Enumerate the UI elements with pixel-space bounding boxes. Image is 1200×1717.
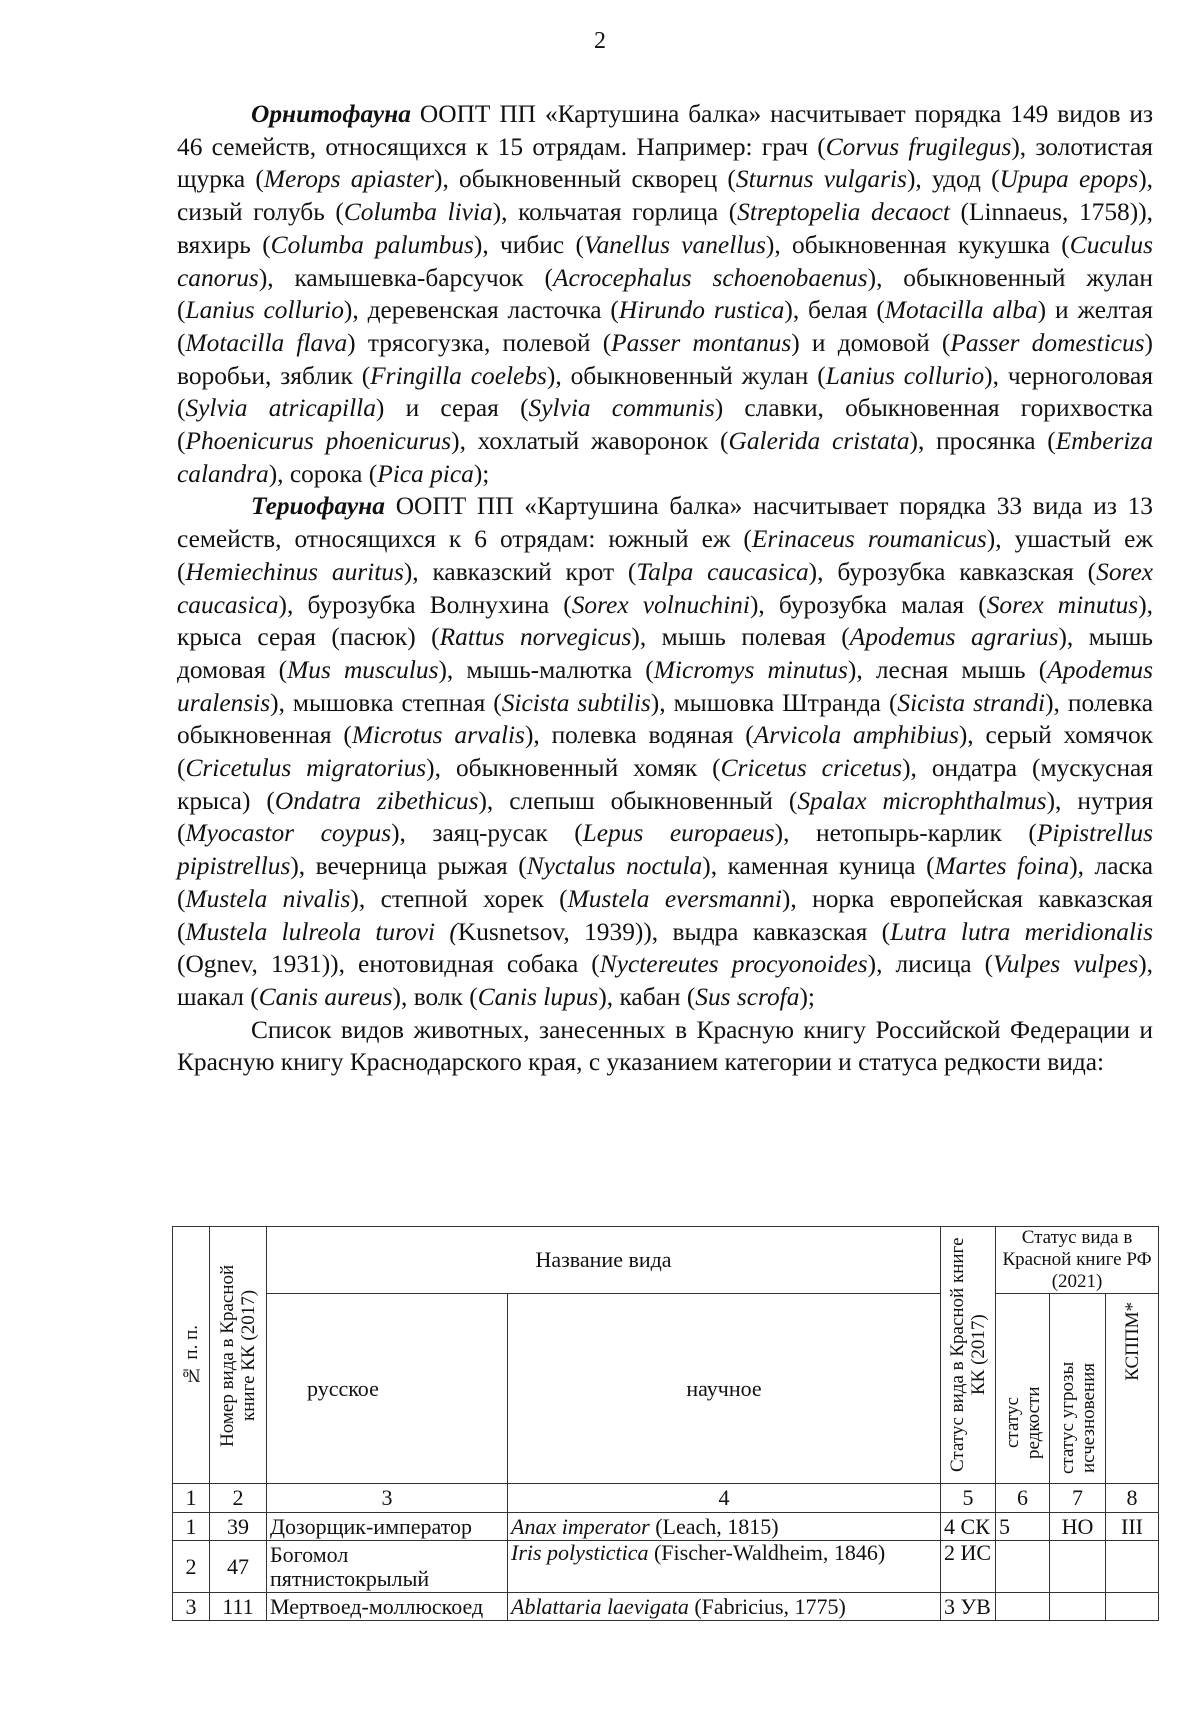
header-kspm: КСППМ* <box>1106 1294 1159 1484</box>
table-row: 2 47 Богомол пятнистокрылый Iris polystictica (Fischer-Waldheim, 1846) 2 ИС <box>173 1541 1159 1593</box>
header-num: № п. п. <box>173 1227 210 1484</box>
table-header-row-1 <box>173 1227 1159 1294</box>
header-species-name: Название вида <box>267 1227 941 1294</box>
paragraph-theriofauna: Териофауна ООПТ ПП «Картушина балка» насчитывает порядка 33 вида из 13 семейств, относящихся к 6 отрядам: южный еж (Erinaceus roumanicus), ушастый еж (Hemiechinus auritus), кавказский крот (Talpa caucasica), бурозубка кавказская (Sorex caucasica), бурозубка Волнухина (Sorex volnuchini), бурозубка малая (Sorex minutus), крыса серая (пасюк) (Rattus norvegicus), мышь полевая (Apodemus agrarius), мышь домовая (Mus musculus), мышь-малютка (Micromys minutus), лесная мышь (Apodemus uralensis), мышовка степная (Sicista subtilis), мышовка Штранда (Sicista strandi), полевка обыкновенная (Microtus arvalis), полевка водяная (Arvicola amphibius), серый хомячок (Cricetulus migratorius), обыкновенный хомяк (Cricetus cricetus), ондатра (мускусная крыса) (Ondatra zibethicus), слепыш обыкновенный (Spalax microphthalmus), нутрия (Myocastor coypus), заяц-русак (Lepus europaeus), нетопырь-карлик (Pipistrellus pipistrellus), вечерница рыжая (Nyctalus noctula), каменная куница (Martes foina), ласка (Mustela nivalis), степной хорек (Mustela eversmanni), норка европейская кавказская (Mustela lulreola turovi (Kusnetsov, 1939)), выдра кавказская (Lutra lutra meridionalis (Ognev, 1931)), енотовидная собака (Nyctereutes procyonoides), лисица (Vulpes vulpes), шакал (Canis aureus), волк (Canis lupus), кабан (Sus scrofa); <box>177 492 1154 1011</box>
header-name-russian: русское <box>267 1294 508 1484</box>
table-row: 1 39 Дозорщик-император Anax imperator (Leach, 1815) 4 СК 5 НО III <box>173 1513 1159 1541</box>
table-header-row-2 <box>173 1294 1159 1484</box>
header-threat: статус угрозы исчезновения <box>1050 1294 1106 1484</box>
body-text <box>177 98 1153 1079</box>
lead-term: Териофауна <box>251 492 385 521</box>
red-book-species-table <box>172 1226 1159 1621</box>
header-rf-status: Статус вида в Красной книге РФ (2021) <box>996 1227 1159 1294</box>
header-kk-number: Номер вида в Красной книге КК (2017) <box>210 1227 267 1484</box>
header-kk-status: Статус вида в Красной книге КК (2017) <box>941 1227 996 1484</box>
paragraph-list-intro: Список видов животных, занесенных в Красную книгу Российской Федерации и Красную книгу Краснодарского края, с указанием категории и статуса редкости вида: <box>177 1015 1153 1077</box>
page-number: 2 <box>594 28 606 54</box>
column-number-row: 1 2 3 4 5 6 7 8 <box>173 1484 1159 1513</box>
table-row: 3 111 Мертвоед-моллюскоед Ablattaria laevigata (Fabricius, 1775) 3 УВ <box>173 1593 1159 1621</box>
lead-term: Орнитофауна <box>251 100 411 128</box>
header-rarity: статус редкости <box>996 1294 1050 1484</box>
paragraph-ornithofauna: Орнитофауна ООПТ ПП «Картушина балка» насчитывает порядка 149 видов из 46 семейств, относящихся к 15 отрядам. Например: грач (Corvus frugilegus), золотистая щурка (Merops apiaster), обыкновенный скворец (Sturnus vulgaris), удод (Upupa epops), сизый голубь (Columba livia), кольчатая горлица (Streptopelia decaoct (Linnaeus, 1758)), вяхирь (Columba palumbus), чибис (Vanellus vanellus), обыкновенная кукушка (Cuculus canorus), камышевка-барсучок (Acrocephalus schoenobaenus), обыкновенный жулан (Lanius collurio), деревенская ласточка (Hirundo rustica), белая (Motacilla alba) и желтая (Motacilla flava) трясогузка, полевой (Passer montanus) и домовой (Passer domesticus) воробьи, зяблик (Fringilla coelebs), обыкновенный жулан (Lanius collurio), черноголовая (Sylvia atricapilla) и серая (Sylvia communis) славки, обыкновенная горихвостка (Phoenicurus phoenicurus), хохлатый жаворонок (Galerida cristata), просянка (Emberiza calandra), сорока (Pica pica); <box>177 100 1154 488</box>
header-name-scientific: научное <box>508 1294 941 1484</box>
